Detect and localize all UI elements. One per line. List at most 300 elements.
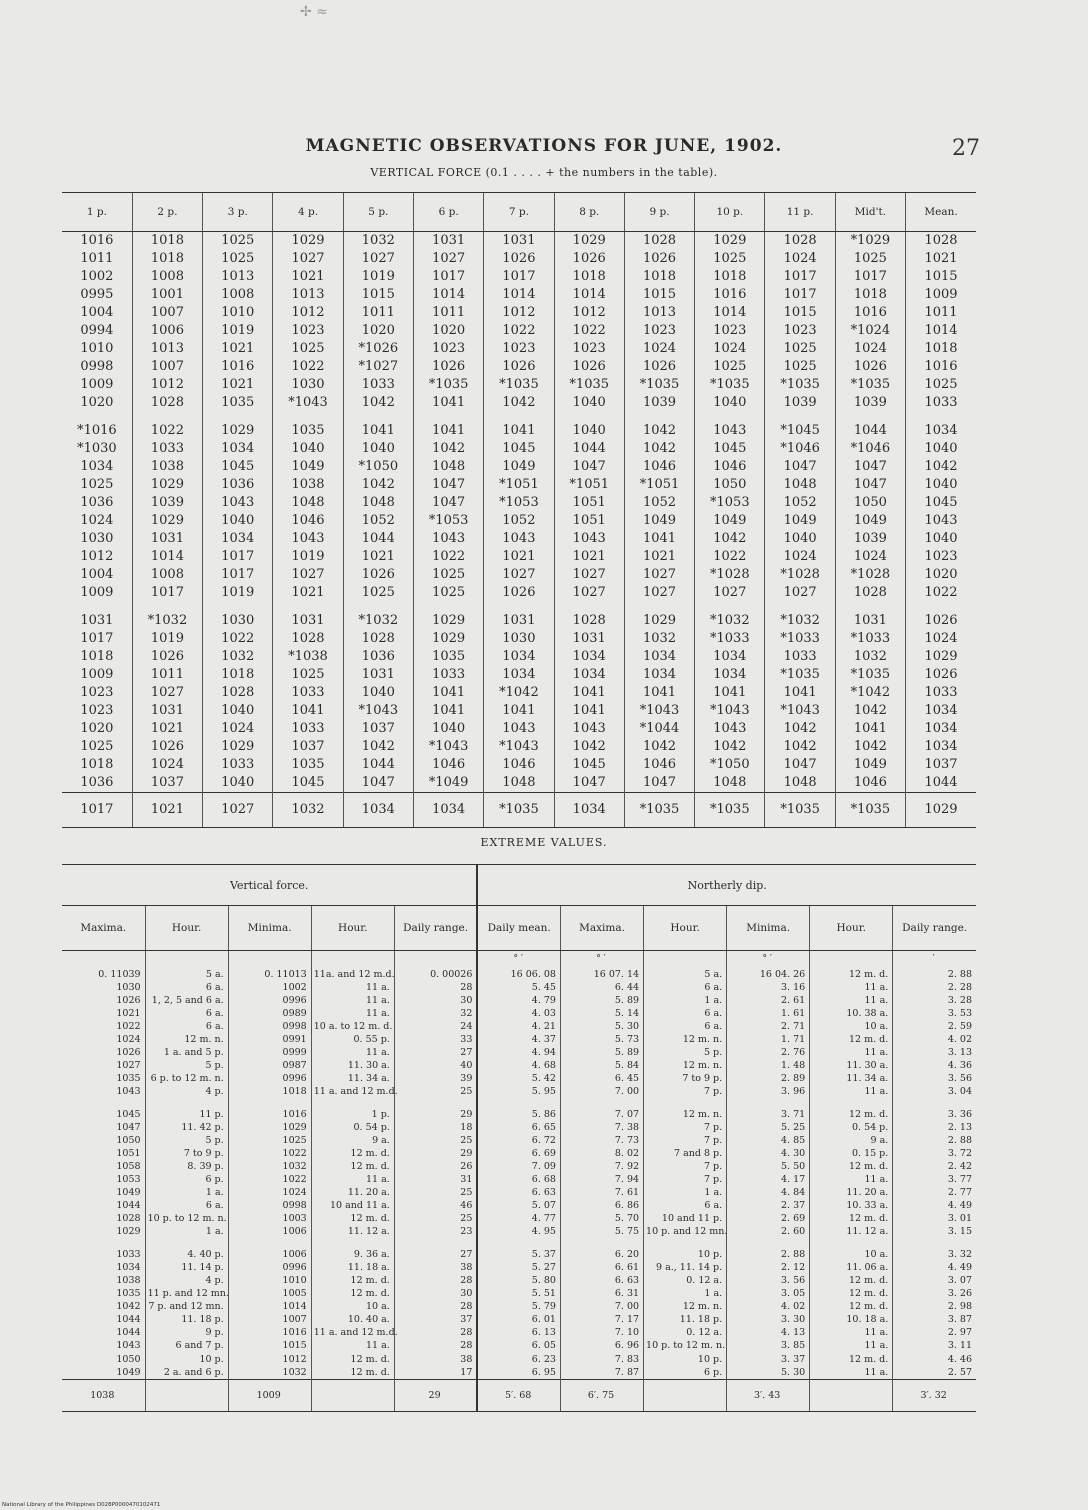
table-cell: 6 and 7 p. — [145, 1339, 228, 1352]
table-cell: 1041 — [624, 684, 694, 702]
table-cell: 5. 75 — [560, 1225, 643, 1238]
gap-cell — [273, 412, 343, 422]
table-cell: 10 p. to 12 m. n. — [644, 1339, 727, 1352]
table-cell: 1039 — [132, 494, 202, 512]
table-cell: 1024 — [906, 630, 976, 648]
table-cell: 1018 — [624, 268, 694, 286]
table-cell: 5. 86 — [477, 1108, 560, 1121]
table-cell: 28 — [394, 1274, 477, 1287]
table-cell: *1042 — [835, 684, 905, 702]
table-row — [62, 1225, 976, 1238]
table-cell: 0994 — [80, 323, 114, 338]
table-cell: 1014 — [484, 286, 554, 304]
table-cell: 1043 — [413, 530, 483, 548]
table-cell: 1040 — [906, 476, 976, 494]
table-cell: 1031 — [80, 613, 114, 628]
table-cell: 1037 — [132, 774, 202, 793]
table-cell: 1027 — [554, 566, 624, 584]
table-cell: 1033 — [116, 1249, 141, 1260]
table-cell: 1031 — [484, 612, 554, 630]
table-cell: 1036 — [80, 495, 114, 510]
table-cell: 1020 — [906, 566, 976, 584]
column-header: Daily range. — [893, 906, 976, 951]
table-cell: 0999 — [228, 1046, 311, 1059]
table-cell: 1033 — [765, 648, 835, 666]
table-cell: *1032 — [695, 612, 765, 630]
table-cell: 1022 — [116, 1021, 141, 1032]
table-cell: 1025 — [228, 1134, 311, 1147]
table-cell: 1004 — [80, 305, 114, 320]
table-cell: 1041 — [484, 422, 554, 440]
table-cell: 6. 23 — [477, 1352, 560, 1365]
table-cell: 1035 — [413, 648, 483, 666]
table-cell: 1026 — [906, 666, 976, 684]
page-title: MAGNETIC OBSERVATIONS FOR JUNE, 1902. — [305, 136, 783, 156]
table-cell: 1014 — [228, 1300, 311, 1313]
table-cell: 3. 04 — [893, 1085, 976, 1098]
gap-cell — [727, 1238, 810, 1248]
table-cell: 1040 — [343, 440, 413, 458]
total-cell: 1032 — [273, 793, 343, 828]
table-cell: 1029 — [116, 1226, 141, 1238]
table-row — [62, 548, 976, 566]
table-cell: 6. 20 — [560, 1248, 643, 1261]
table-cell: 1047 — [554, 458, 624, 476]
table-cell: 2. 59 — [893, 1020, 976, 1033]
table-cell: 1051 — [554, 494, 624, 512]
table-cell: 1013 — [203, 268, 273, 286]
table-cell: 7 p. — [644, 1160, 727, 1173]
table-cell: 1023 — [413, 340, 483, 358]
table-cell: 0995 — [80, 287, 114, 302]
table-cell: *1043 — [624, 702, 694, 720]
gap-cell — [644, 1098, 727, 1108]
column-header: 4 p. — [273, 193, 343, 232]
table-cell: *1033 — [835, 630, 905, 648]
table-cell: 5. 42 — [477, 1072, 560, 1085]
table-cell: 1026 — [413, 358, 483, 376]
gap-cell — [835, 602, 905, 612]
table-cell: 1026 — [484, 358, 554, 376]
table-cell: 1039 — [835, 394, 905, 412]
table-cell: 1, 2, 5 and 6 a. — [145, 994, 228, 1007]
table-cell: 1034 — [203, 530, 273, 548]
table-cell: 1042 — [554, 738, 624, 756]
table-cell: 1034 — [116, 1262, 141, 1274]
table-cell: 11 a. and 12 m.d. — [311, 1085, 394, 1098]
table-cell: 1041 — [484, 702, 554, 720]
table-cell: 12 m. n. — [145, 1033, 228, 1046]
table-cell: 11 a. and 12 m.d. — [311, 1326, 394, 1339]
table-cell: 9 a. — [810, 1134, 893, 1147]
table-cell: *1028 — [765, 566, 835, 584]
table-cell: 11. 20 a. — [311, 1186, 394, 1199]
table-cell: 9 a. — [311, 1134, 394, 1147]
table-cell: 26 — [394, 1160, 477, 1173]
total-cell — [145, 1379, 228, 1411]
table-cell: 7. 73 — [560, 1134, 643, 1147]
table-row — [62, 1326, 976, 1339]
gap-cell — [228, 1098, 311, 1108]
table-cell: 0996 — [228, 1261, 311, 1274]
table-row — [62, 1046, 976, 1059]
table-row — [62, 1199, 976, 1212]
table-cell: 1013 — [624, 304, 694, 322]
table-row — [62, 1173, 976, 1186]
table-cell: 8. 02 — [560, 1147, 643, 1160]
table-cell: 10 p. and 12 mn. — [644, 1225, 727, 1238]
table-cell: 28 — [394, 1326, 477, 1339]
table-cell: 1050 — [695, 476, 765, 494]
table-cell: 1031 — [484, 232, 554, 251]
table-cell: 1019 — [203, 322, 273, 340]
table-cell: 1027 — [343, 250, 413, 268]
table-cell: 0. 00026 — [394, 968, 477, 981]
table-cell: 1029 — [132, 512, 202, 530]
column-header: Daily range. — [394, 906, 477, 951]
table-cell: 5. 89 — [560, 1046, 643, 1059]
table-cell: 11. 18 a. — [311, 1261, 394, 1274]
table-cell: 1041 — [413, 394, 483, 412]
table-cell: 5. 79 — [477, 1300, 560, 1313]
table-row — [62, 584, 976, 602]
table-cell: 1011 — [80, 251, 114, 266]
table-cell: 1038 — [132, 458, 202, 476]
table-cell: 7. 00 — [560, 1085, 643, 1098]
gap-cell — [560, 1238, 643, 1248]
table-cell: 1006 — [228, 1248, 311, 1261]
table-cell: 1026 — [132, 738, 202, 756]
unit-cell — [810, 951, 893, 968]
table-cell: 1043 — [116, 1086, 141, 1098]
table-cell: 1041 — [554, 702, 624, 720]
table-cell: 2. 88 — [727, 1248, 810, 1261]
table-cell: 1035 — [116, 1073, 141, 1085]
table-cell: 3. 87 — [893, 1313, 976, 1326]
column-header: 11 p. — [765, 193, 835, 232]
table-cell: 1026 — [116, 1047, 141, 1059]
table-cell: 2. 76 — [727, 1046, 810, 1059]
table-cell: 4. 79 — [477, 994, 560, 1007]
table-cell: 1026 — [132, 648, 202, 666]
table-cell: 1044 — [835, 422, 905, 440]
table-cell: 1018 — [554, 268, 624, 286]
table-row — [62, 1339, 976, 1352]
table-cell: 11 a. — [311, 1046, 394, 1059]
table-cell: 1019 — [343, 268, 413, 286]
total-cell: 3′. 32 — [893, 1379, 976, 1411]
table-cell: 1049 — [116, 1366, 141, 1378]
table-cell: 1026 — [906, 612, 976, 630]
gap-cell — [835, 412, 905, 422]
total-cell: 1038 — [62, 1379, 145, 1411]
table-cell: 1048 — [413, 458, 483, 476]
table-cell: 1045 — [554, 756, 624, 774]
table-cell: *1035 — [413, 376, 483, 394]
table-cell: 1027 — [132, 684, 202, 702]
table-cell: 1022 — [554, 322, 624, 340]
table-cell: 1003 — [228, 1212, 311, 1225]
totals-row — [62, 1379, 976, 1411]
table-cell: 1028 — [624, 232, 694, 251]
table-cell: 1047 — [413, 476, 483, 494]
table-cell: 1017 — [835, 268, 905, 286]
table-cell: 3. 15 — [893, 1225, 976, 1238]
table-cell: 1042 — [413, 440, 483, 458]
table-cell: 1044 — [116, 1314, 141, 1326]
table-cell: 1027 — [695, 584, 765, 602]
table-cell: 1049 — [835, 512, 905, 530]
table-cell: 11 p. and 12 mn. — [145, 1287, 228, 1300]
table-row — [62, 1160, 976, 1173]
table-cell: *1029 — [835, 232, 905, 251]
table-row — [62, 1059, 976, 1072]
table-cell: 1025 — [906, 376, 976, 394]
table-cell: 1045 — [116, 1108, 141, 1120]
table-cell: 1 p. — [311, 1108, 394, 1121]
table-cell: 5. 73 — [560, 1033, 643, 1046]
table-cell: 3. 13 — [893, 1046, 976, 1059]
totals-row — [62, 793, 976, 828]
table-cell: 1022 — [413, 548, 483, 566]
gap-cell — [554, 412, 624, 422]
table-cell: 1017 — [765, 268, 835, 286]
table-cell: 5 p. — [644, 1046, 727, 1059]
gap-cell — [311, 1238, 394, 1248]
table-cell: 1044 — [906, 774, 976, 793]
table-cell: *1035 — [624, 376, 694, 394]
table-cell: 12 m. n. — [644, 1059, 727, 1072]
table-cell: 1009 — [80, 667, 114, 682]
table-cell: 4. 13 — [727, 1326, 810, 1339]
table-cell: 1043 — [484, 530, 554, 548]
table-cell: 1026 — [116, 994, 141, 1006]
table-cell: 1034 — [624, 666, 694, 684]
table-cell: 1018 — [132, 250, 202, 268]
table-cell: 1024 — [765, 250, 835, 268]
table-cell: 10. 18 a. — [810, 1313, 893, 1326]
table-cell: 16 04. 26 — [727, 968, 810, 981]
table-cell: 1037 — [906, 756, 976, 774]
table-cell: 1012 — [132, 376, 202, 394]
table-cell: 10 a. to 12 m. d. — [311, 1020, 394, 1033]
table-cell: 1048 — [343, 494, 413, 512]
table-cell: 1034 — [906, 738, 976, 756]
table-cell: 1037 — [273, 738, 343, 756]
table-cell: 4. 02 — [727, 1300, 810, 1313]
ink-smudge: ✢ ≈ — [300, 4, 328, 20]
table-cell: 5. 07 — [477, 1199, 560, 1212]
table-cell: *1050 — [695, 756, 765, 774]
table-cell: 3. 85 — [727, 1339, 810, 1352]
table-cell: 1047 — [554, 774, 624, 793]
table-cell: 3. 72 — [893, 1147, 976, 1160]
table-cell: *1035 — [484, 376, 554, 394]
table-cell: 1038 — [116, 1275, 141, 1287]
table-cell: 3. 05 — [727, 1287, 810, 1300]
table-cell: 30 — [394, 994, 477, 1007]
table-cell: 1040 — [203, 512, 273, 530]
table-cell: 1040 — [695, 394, 765, 412]
table-cell: 0998 — [228, 1199, 311, 1212]
table-cell: 1015 — [228, 1339, 311, 1352]
table-cell: 6 a. — [644, 981, 727, 994]
table-cell: 1023 — [80, 685, 114, 700]
table-row — [62, 394, 976, 412]
table-cell: 2. 57 — [893, 1366, 976, 1380]
table-cell: 10 and 11 p. — [644, 1212, 727, 1225]
table-cell: 2. 37 — [727, 1199, 810, 1212]
table-cell: 3. 36 — [893, 1108, 976, 1121]
group-gap — [62, 1238, 976, 1248]
unit-cell — [145, 951, 228, 968]
table-cell: 1042 — [695, 738, 765, 756]
table-cell: *1043 — [765, 702, 835, 720]
table-cell: 1034 — [695, 666, 765, 684]
table-cell: 1034 — [695, 648, 765, 666]
table-cell: 11. 30 a. — [810, 1059, 893, 1072]
table-cell: 5. 45 — [477, 981, 560, 994]
table-cell: 1027 — [624, 584, 694, 602]
table-cell: 1024 — [132, 756, 202, 774]
table-cell: 1040 — [554, 422, 624, 440]
table-cell: 1052 — [343, 512, 413, 530]
table-cell: 1033 — [273, 684, 343, 702]
table-cell: 2. 60 — [727, 1225, 810, 1238]
table-cell: 7 and 8 p. — [644, 1147, 727, 1160]
table-cell: 1034 — [80, 459, 114, 474]
table-cell: 1. 48 — [727, 1059, 810, 1072]
table-cell: 0. 54 p. — [810, 1121, 893, 1134]
table-cell: 1028 — [273, 630, 343, 648]
table-cell: 1040 — [203, 774, 273, 793]
table-cell: 0. 15 p. — [810, 1147, 893, 1160]
table-cell: 1021 — [273, 584, 343, 602]
table-cell: 4. 21 — [477, 1020, 560, 1033]
table-cell: 1014 — [413, 286, 483, 304]
gap-cell — [62, 1238, 145, 1248]
table-cell: 7. 61 — [560, 1186, 643, 1199]
table-cell: 1052 — [765, 494, 835, 512]
table-cell: 1042 — [343, 394, 413, 412]
table-cell: 1042 — [695, 530, 765, 548]
table-cell: 31 — [394, 1173, 477, 1186]
table-cell: 1041 — [273, 702, 343, 720]
table-cell: 6. 44 — [560, 981, 643, 994]
total-cell — [644, 1379, 727, 1411]
table-cell: 25 — [394, 1085, 477, 1098]
table-row — [62, 1121, 976, 1134]
table-cell: *1026 — [343, 340, 413, 358]
table-cell: *1035 — [765, 666, 835, 684]
table-cell: *1030 — [77, 441, 117, 456]
unit-cell: ° ′ — [727, 951, 810, 968]
table-cell: 6 a. — [145, 1020, 228, 1033]
table-cell: 10. 38 a. — [810, 1007, 893, 1020]
table-cell: 1044 — [343, 530, 413, 548]
table-cell: 1016 — [80, 233, 114, 248]
total-cell: *1035 — [835, 793, 905, 828]
table-cell: 1048 — [484, 774, 554, 793]
table-cell: 11. 12 a. — [311, 1225, 394, 1238]
total-cell: *1035 — [484, 793, 554, 828]
table-cell: 4. 49 — [893, 1261, 976, 1274]
table-cell: 1008 — [132, 566, 202, 584]
table-cell: 1017 — [203, 548, 273, 566]
table-cell: 1 a. — [145, 1186, 228, 1199]
table-row — [62, 376, 976, 394]
table-cell: 11. 06 a. — [810, 1261, 893, 1274]
table-row — [62, 1248, 976, 1261]
table-cell: 1042 — [624, 738, 694, 756]
table-cell: 1049 — [116, 1187, 141, 1199]
table-cell: 1018 — [203, 666, 273, 684]
table-cell: 0989 — [228, 1007, 311, 1020]
table-cell: *1053 — [413, 512, 483, 530]
table-cell: 1035 — [273, 422, 343, 440]
table-cell: 11. 34 a. — [810, 1072, 893, 1085]
table-row — [62, 720, 976, 738]
table-cell: 1011 — [343, 304, 413, 322]
table-cell: 4. 37 — [477, 1033, 560, 1046]
units-row — [62, 951, 976, 968]
table-cell: 1034 — [624, 648, 694, 666]
gap-cell — [554, 602, 624, 612]
table-cell: 1030 — [203, 612, 273, 630]
table-cell: 1029 — [132, 476, 202, 494]
table-cell: 1005 — [228, 1287, 311, 1300]
table-row — [62, 1366, 976, 1380]
table-cell: 28 — [394, 1300, 477, 1313]
table-cell: 1024 — [624, 340, 694, 358]
total-cell: *1035 — [765, 793, 835, 828]
table-cell: 1020 — [413, 322, 483, 340]
table-cell: 1021 — [132, 720, 202, 738]
table-cell: 1051 — [116, 1148, 141, 1160]
table-cell: 1017 — [413, 268, 483, 286]
table-cell: 6 a. — [145, 1199, 228, 1212]
table-cell: 24 — [394, 1020, 477, 1033]
table-cell: *1051 — [484, 476, 554, 494]
table-cell: 1031 — [132, 702, 202, 720]
table-row — [62, 981, 976, 994]
table-cell: *1053 — [484, 494, 554, 512]
table-row — [62, 250, 976, 268]
table-cell: 7 p. — [644, 1085, 727, 1098]
table-cell: 1002 — [228, 981, 311, 994]
table-cell: 1019 — [203, 584, 273, 602]
table-cell: 11 a. — [810, 981, 893, 994]
gap-cell — [810, 1098, 893, 1108]
table-row — [62, 1085, 976, 1098]
table-cell: 1 a. — [644, 1186, 727, 1199]
table-cell: 6. 01 — [477, 1313, 560, 1326]
table-cell: *1032 — [132, 612, 202, 630]
table-cell: 1028 — [765, 232, 835, 251]
table-cell: 1001 — [132, 286, 202, 304]
table-row — [62, 756, 976, 774]
table-cell: 1024 — [765, 548, 835, 566]
table-cell: 1021 — [273, 268, 343, 286]
table-cell: *1033 — [695, 630, 765, 648]
table-cell: 1028 — [343, 630, 413, 648]
table-cell: *1046 — [835, 440, 905, 458]
table-cell: 1029 — [413, 612, 483, 630]
table-cell: 1040 — [765, 530, 835, 548]
column-header: 7 p. — [484, 193, 554, 232]
table-row — [62, 566, 976, 584]
table-cell: 29 — [394, 1147, 477, 1160]
